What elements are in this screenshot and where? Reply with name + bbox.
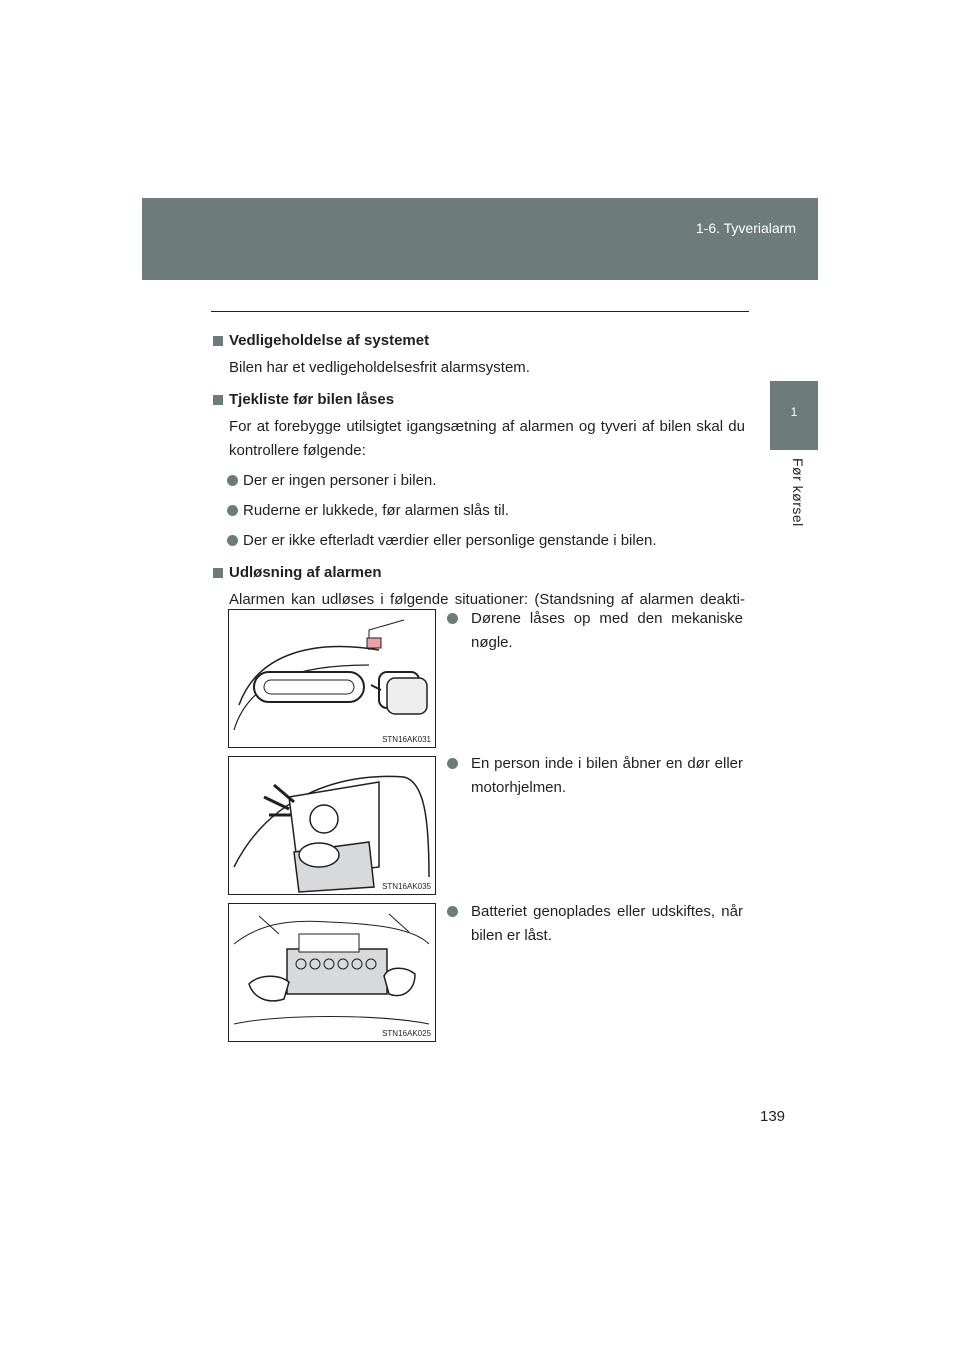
section-heading: Tjekliste før bilen låses bbox=[213, 388, 745, 412]
figure-code: STN16AK025 bbox=[382, 1029, 431, 1038]
round-bullet-icon bbox=[227, 535, 238, 546]
main-content bbox=[213, 327, 745, 636]
figure-person-door bbox=[228, 756, 436, 895]
figure-code: STN16AK035 bbox=[382, 882, 431, 891]
figure-caption: En person inde i bilen åbner en dør eller motorhjelmen. bbox=[447, 752, 743, 800]
square-bullet-icon bbox=[213, 568, 223, 578]
chapter-tab[interactable] bbox=[770, 381, 818, 450]
top-rule bbox=[211, 311, 749, 312]
chapter-title: Før kørsel bbox=[790, 458, 806, 527]
list-item: Ruderne er lukkede, før alarmen slås til. bbox=[213, 499, 745, 523]
section-text: Bilen har et vedligeholdelsesfrit alarmsystem. bbox=[229, 359, 530, 376]
list-item: Der er ikke efterladt værdier eller personlige genstande i bilen. bbox=[213, 529, 745, 553]
section-title: 1-6. Tyverialarm bbox=[695, 220, 796, 236]
round-bullet-icon bbox=[227, 475, 238, 486]
door-key-illustration bbox=[229, 610, 435, 747]
round-bullet-icon bbox=[447, 906, 458, 917]
square-bullet-icon bbox=[213, 395, 223, 405]
header-band bbox=[142, 198, 818, 280]
person-door-illustration bbox=[229, 757, 435, 894]
page-number: 139 bbox=[760, 1108, 786, 1125]
figure-code: STN16AK031 bbox=[382, 735, 431, 744]
chapter-number: 1 bbox=[790, 405, 798, 419]
section-heading: Vedligeholdelse af systemet bbox=[213, 329, 745, 353]
section-heading: Udløsning af alarmen bbox=[213, 561, 745, 585]
square-bullet-icon bbox=[213, 336, 223, 346]
section-text: Alarmen kan udløses i følgende situationer: (Standsning af alarmen deakti- bbox=[229, 591, 745, 608]
battery-illustration bbox=[229, 904, 435, 1041]
list-item: Der er ingen personer i bilen. bbox=[213, 469, 745, 493]
round-bullet-icon bbox=[227, 505, 238, 516]
figure-caption: Batteriet genoplades eller udskiftes, når bilen er låst. bbox=[447, 900, 743, 948]
figure-battery bbox=[228, 903, 436, 1042]
figure-caption: Dørene låses op med den mekaniske nøgle. bbox=[447, 607, 743, 655]
round-bullet-icon bbox=[447, 613, 458, 624]
section-text: For at forebygge utilsigtet igangsætning af alarmen og tyveri af bilen skal du kontrollere følgende: bbox=[229, 418, 745, 459]
round-bullet-icon bbox=[447, 758, 458, 769]
figure-door-key bbox=[228, 609, 436, 748]
chapter-band bbox=[770, 450, 818, 1358]
